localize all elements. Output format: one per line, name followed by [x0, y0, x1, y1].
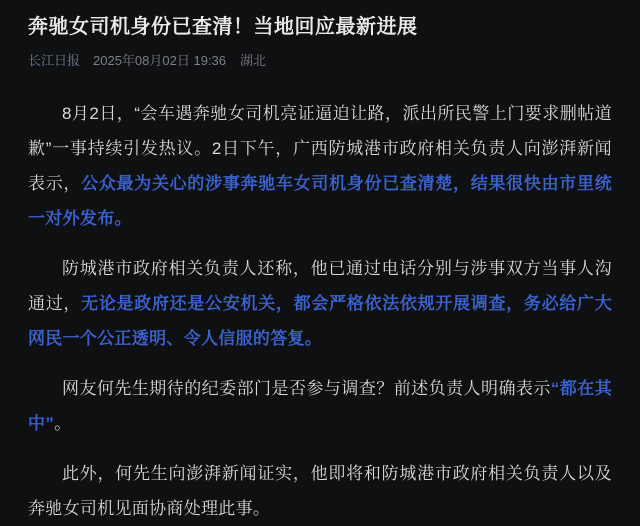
paragraph-text: 8月2日，“会车遇奔驰女司机亮证逼迫让路，派出所民警上门要求删帖道歉”一事持续引发热议。2日下午，广西防城港市政府相关负责人向澎湃新闻表示， [28, 104, 612, 193]
article-paragraph [28, 251, 612, 356]
highlighted-text: “都在其中” [28, 379, 613, 433]
byline [28, 52, 612, 70]
paragraph-text: 此外，何先生向澎湃新闻证实，他即将和防城港市政府相关负责人以及奔驰女司机见面协商处理此事。 [28, 464, 612, 518]
article-paragraph [28, 371, 612, 441]
article-paragraph [28, 96, 612, 236]
article-paragraph [28, 456, 612, 526]
publish-datetime: 2025年08月02日 19:36 [93, 53, 226, 68]
highlighted-text: 无论是政府还是公安机关，都会严格依法依规开展调查，务必给广大网民一个公正透明、令人信服的答复。 [28, 294, 613, 348]
article-content [28, 96, 612, 526]
paragraph-text: 防城港市政府相关负责人还称，他已通过电话分别与涉事双方当事人沟通过， [28, 259, 612, 313]
highlighted-text: 公众最为关心的涉事奔驰车女司机身份已查清楚，结果很快由市里统一对外发布。 [28, 174, 613, 228]
source-name[interactable]: 长江日报 [28, 53, 81, 68]
article-title: 奔驰女司机身份已查清！当地回应最新进展 [28, 16, 418, 38]
paragraph-text: 。 [54, 414, 72, 433]
location-label: 湖北 [240, 53, 267, 68]
paragraph-text: 网友何先生期待的纪委部门是否参与调查？前述负责人明确表示 [62, 379, 551, 398]
